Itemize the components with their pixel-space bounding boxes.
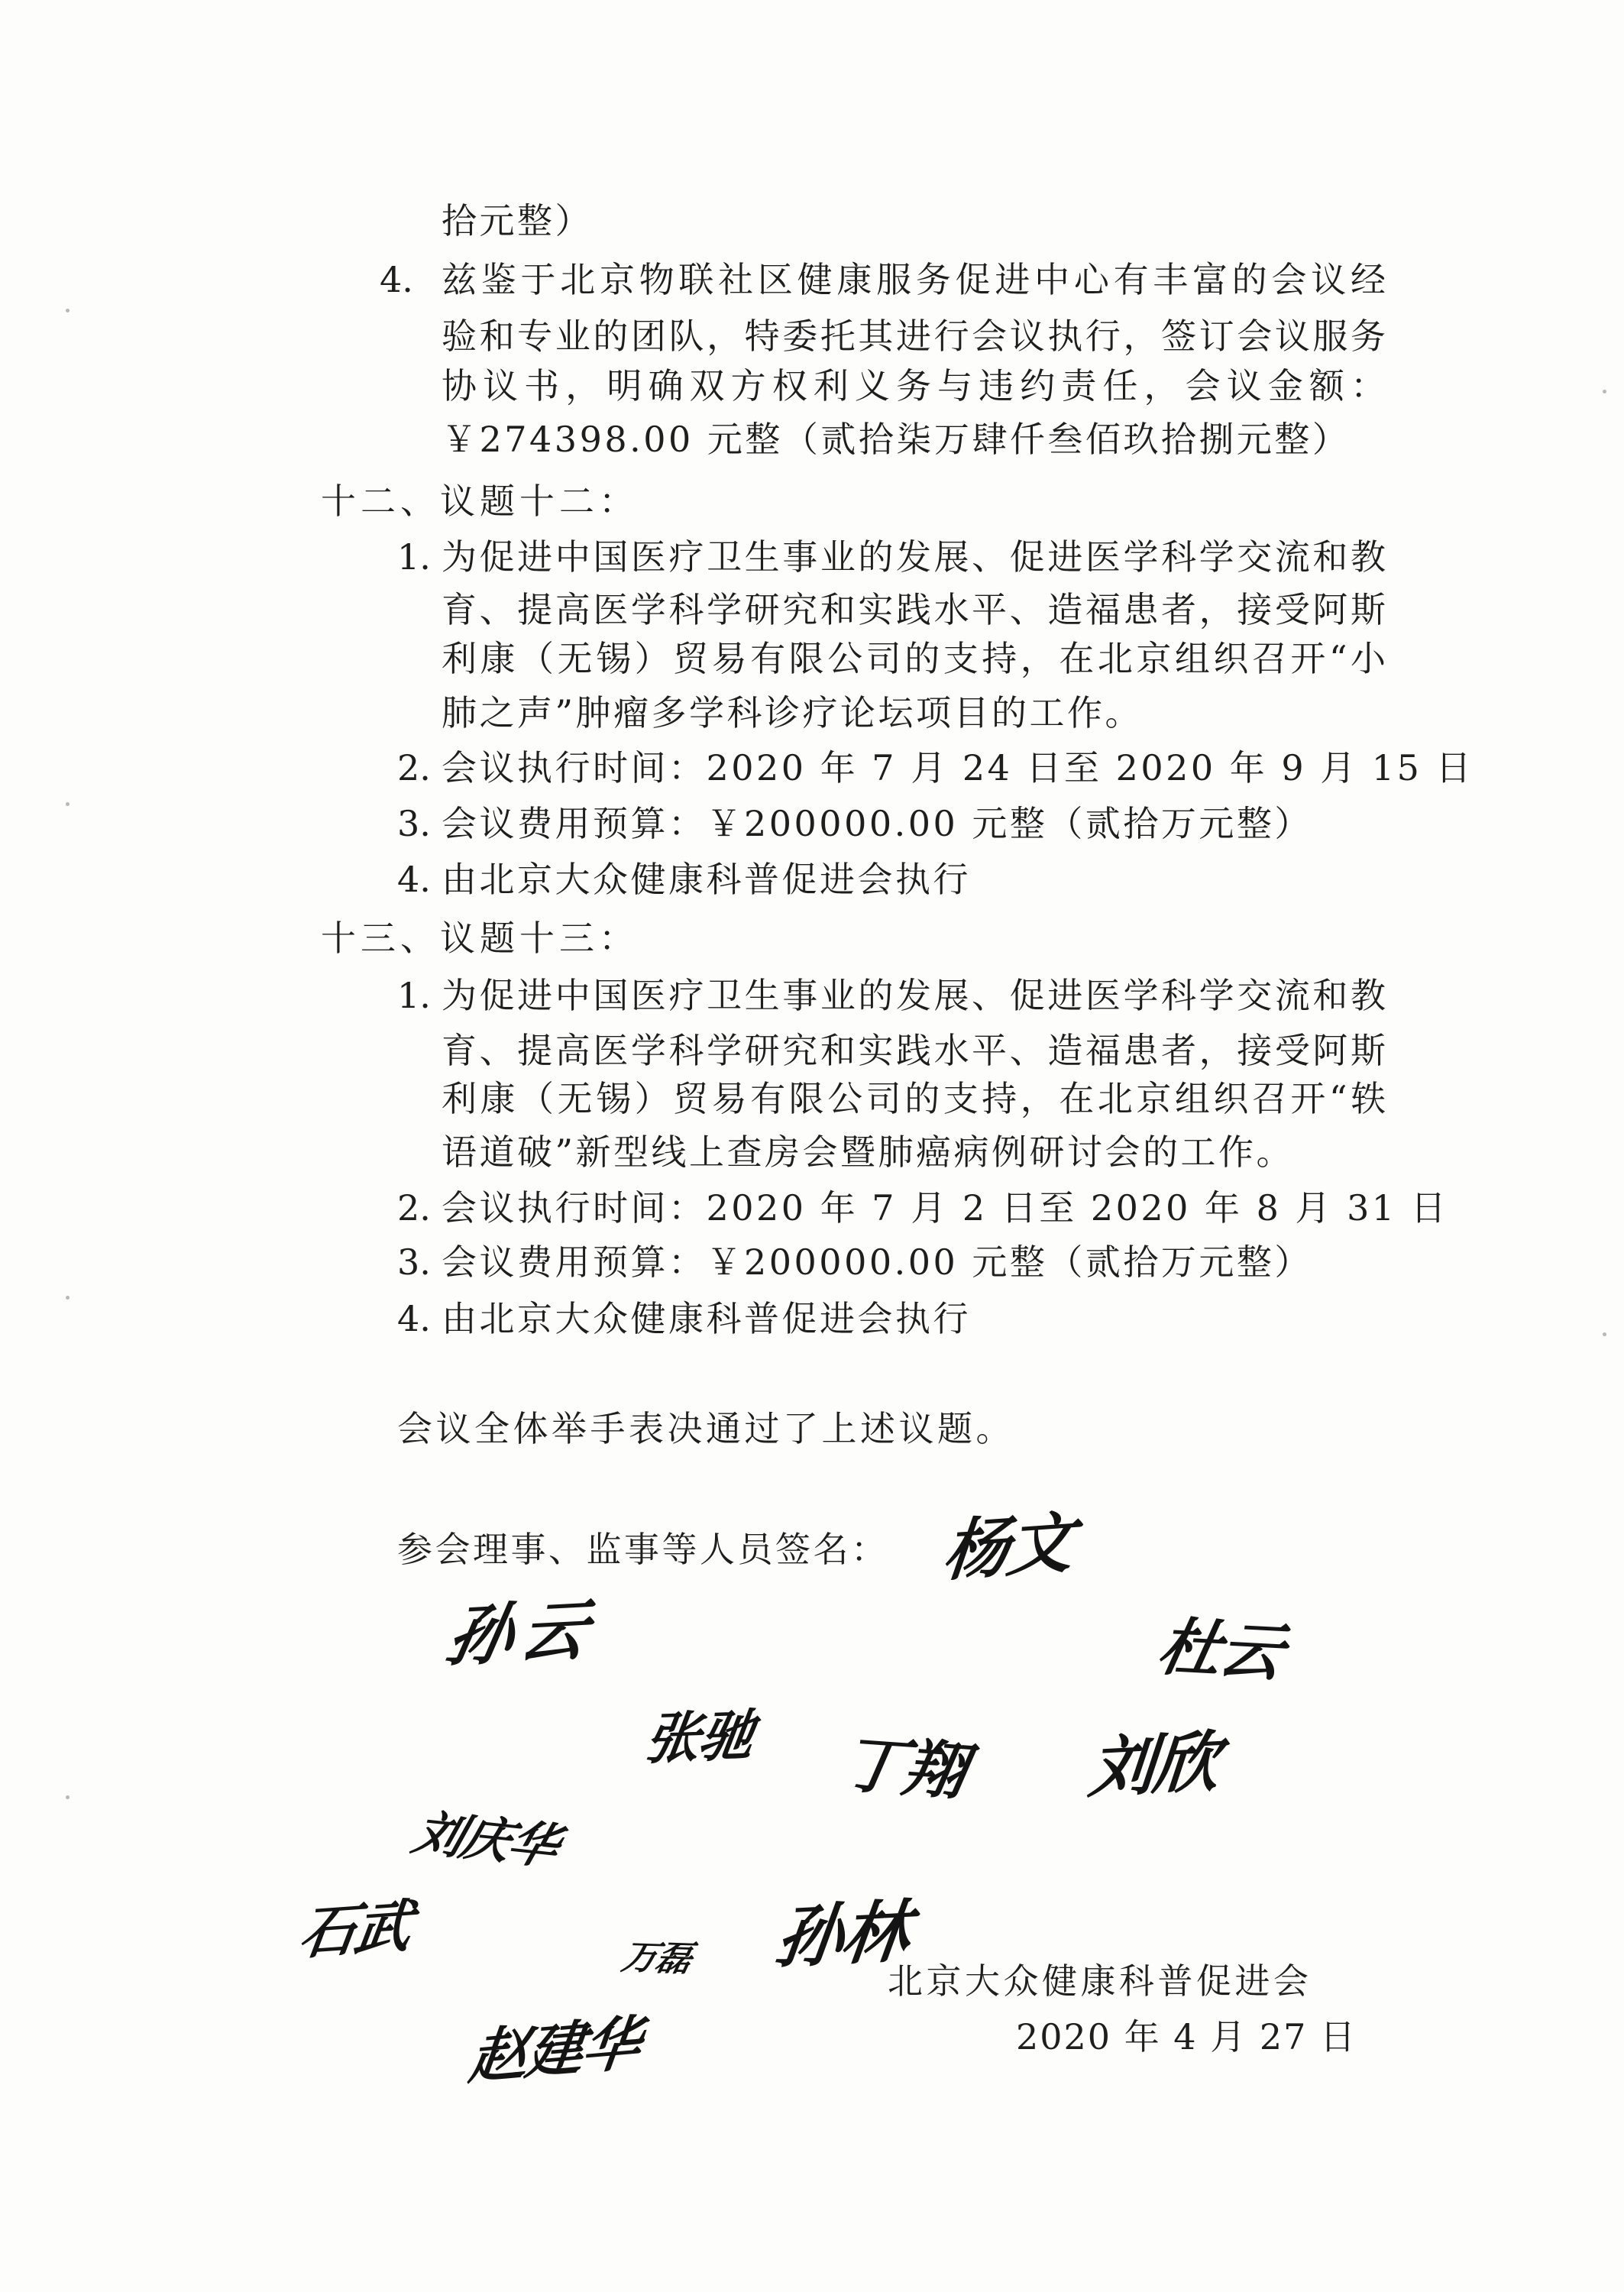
scan-speck: [1603, 390, 1606, 393]
item-line: 由北京大众健康科普促进会执行: [442, 1298, 971, 1339]
item-number: 1.: [397, 536, 431, 578]
item-line: 育、提高医学科学研究和实践水平、造福患者，接受阿斯: [442, 589, 1386, 630]
signature: 石武: [295, 1892, 415, 1967]
item-number: 2.: [397, 747, 431, 788]
signature: 赵建华: [465, 2008, 644, 2093]
item-line: 会议执行时间：2020 年 7 月 2 日至 2020 年 8 月 31 日: [442, 1187, 1449, 1229]
item-number: 3.: [397, 803, 431, 844]
item-line: 语道破”新型线上查房会暨肺癌病例研讨会的工作。: [442, 1131, 1295, 1173]
item-number: 2.: [397, 1187, 431, 1229]
item-line: 会议执行时间：2020 年 7 月 24 日至 2020 年 9 月 15 日: [442, 747, 1474, 788]
item-line: 利康（无锡）贸易有限公司的支持，在北京组织召开“小: [442, 638, 1386, 679]
item-line: 由北京大众健康科普促进会执行: [442, 859, 971, 900]
resolution-statement: 会议全体举手表决通过了上述议题。: [397, 1408, 1014, 1449]
item-number: 4.: [380, 259, 413, 300]
signature: 孙林: [772, 1890, 913, 1978]
signature-label: 参会理事、监事等人员签名：: [397, 1529, 889, 1570]
organization-name: 北京大众健康科普促进会: [888, 1960, 1312, 2002]
continuation-tail: 拾元整）: [442, 200, 593, 241]
item-line: 为促进中国医疗卫生事业的发展、促进医学科学交流和教: [442, 975, 1386, 1016]
signature: 孙云: [440, 1590, 603, 1677]
item-line: 兹鉴于北京物联社区健康服务促进中心有丰富的会议经: [442, 259, 1386, 300]
item-line: 肺之声”肿瘤多学科诊疗论坛项目的工作。: [442, 692, 1144, 733]
item-line: 协议书，明确双方权利义务与违约责任，会议金额：: [442, 365, 1386, 406]
scan-speck: [66, 1795, 70, 1799]
item-line: 会议费用预算：￥200000.00 元整（贰拾万元整）: [442, 1242, 1312, 1283]
item-number: 1.: [397, 975, 431, 1016]
scan-speck: [66, 309, 70, 312]
signature: 杨文: [940, 1504, 1076, 1591]
signature: 丁翔: [836, 1727, 971, 1809]
document-date: 2020 年 4 月 27 日: [1016, 2016, 1357, 2057]
item-line: 为促进中国医疗卫生事业的发展、促进医学科学交流和教: [442, 536, 1386, 578]
item-number: 4.: [397, 859, 431, 900]
signature: 张驰: [640, 1702, 757, 1772]
item-line: 会议费用预算：￥200000.00 元整（贰拾万元整）: [442, 803, 1312, 844]
item-line: 验和专业的团队，特委托其进行会议执行，签订会议服务: [442, 316, 1386, 357]
item-line: 育、提高医学科学研究和实践水平、造福患者，接受阿斯: [442, 1030, 1386, 1071]
item-line: ￥274398.00 元整（贰拾柒万肆仟叁佰玖拾捌元整）: [442, 419, 1351, 460]
item-line: 利康（无锡）贸易有限公司的支持，在北京组织召开“轶: [442, 1078, 1386, 1119]
topic-heading: 十二、议题十二：: [321, 481, 639, 522]
item-number: 3.: [397, 1242, 431, 1283]
scan-speck: [66, 1296, 70, 1300]
item-number: 4.: [397, 1298, 431, 1339]
scan-speck: [66, 802, 70, 806]
topic-heading: 十三、议题十三：: [321, 918, 639, 959]
scan-speck: [1603, 1332, 1606, 1336]
signature: 万磊: [618, 1936, 694, 1980]
signature: 刘庆华: [406, 1805, 565, 1876]
signature: 杜云: [1151, 1611, 1289, 1690]
signature: 刘欣: [1085, 1723, 1221, 1808]
